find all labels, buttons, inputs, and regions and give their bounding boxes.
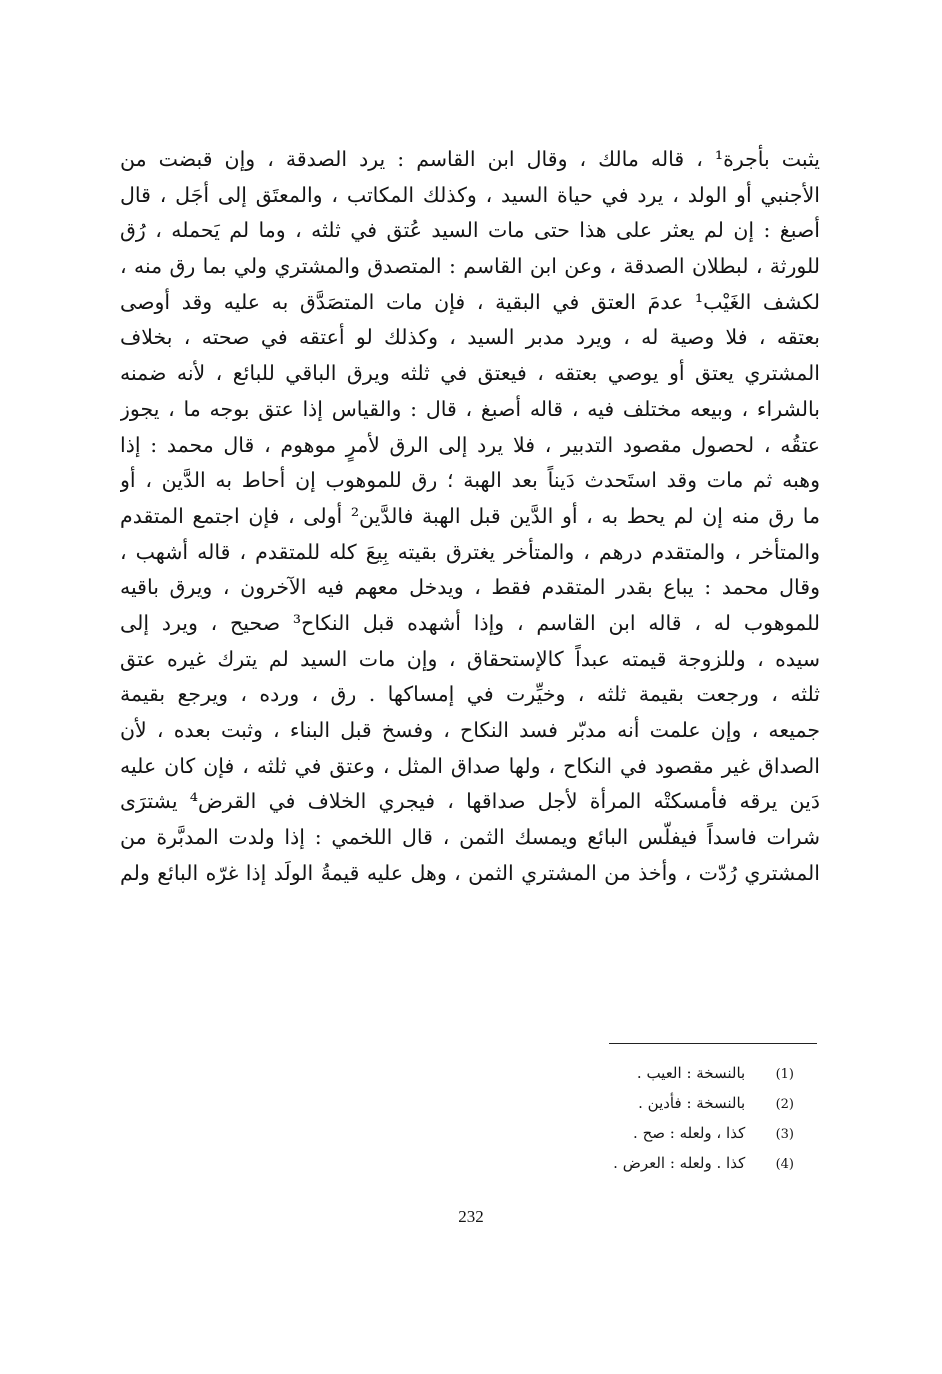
text-line: ما رق منه إن لم يحط به ، أو الدَّين قبل الهبة فالدَّين² أولى ، فإن اجتمع المتقدم [120, 503, 820, 528]
footnote-text: بالنسخة : فأدين . [638, 1094, 746, 1112]
text-line: لكشف الغَيْب¹ عدمَ العتق في البقية ، فإن مات المتصَدَّق به عليه وقد أوصى [120, 289, 820, 314]
footnote-number: (3) [775, 1127, 794, 1142]
text-line: والمتأخر ، والمتقدم درهم ، والمتأخر يغترق بقيته بِيعَ كله للمتقدم ، قاله أشهب ، [120, 539, 820, 564]
text-line: يثبت بأجرة¹ ، قاله مالك ، وقال ابن القاسم : يرد الصدقة ، وإن قبضت من [120, 147, 820, 171]
text-line: المشتري رُدّت ، وأخذ من المشتري الثمن ، وهل عليه قيمةُ الولَد إذا غرّه البائع ولم [120, 860, 820, 885]
main-text-block [120, 142, 820, 891]
footnote-divider [609, 1043, 817, 1044]
text-line: جميعه ، وإن علمت أنه مدبّر فسد النكاح ، وفسخ قبل البناء ، وثبت بعده ، لأن [120, 718, 820, 742]
text-line: وقال محمد : يباع بقدر المتقدم فقط ، ويدخل معهم فيه الآخرون ، ويرق باقيه [120, 575, 820, 600]
page-number: 232 [458, 1207, 484, 1226]
text-line: ثلثه ، ورجعت بقيمة ثلثه ، وخيِّرت في إمساكها . رق ، ورده ، ويرجع بقيمة [120, 682, 820, 707]
text-line: الأجنبي أو الولد ، يرد في حياة السيد ، وكذلك المكاتب ، والمعتَق إلى أجَل ، قال [120, 182, 820, 207]
footnote-number: (1) [775, 1067, 794, 1082]
footnote-item [534, 1058, 794, 1088]
text-line: بعتقه ، فلا وصية له ، ويرد مدبر السيد ، وكذلك لو أعتقه في صحته ، بخلاف [120, 325, 820, 350]
text-line: شرات فاسداً فيفلّس البائع ويمسك الثمن ، قال اللخمي : إذا ولدت المدبَّرة من [120, 825, 820, 850]
footnotes [534, 1058, 794, 1178]
footnote-number: (2) [775, 1097, 794, 1112]
text-line: الصداق غير مقصود في النكاح ، ولها صداق المثل ، وعتق في ثلثه ، فإن كان عليه [120, 753, 820, 778]
footnote-text: كذا . ولعله : العرض . [613, 1154, 746, 1172]
footnote-item [534, 1088, 794, 1118]
footnote-number: (4) [775, 1157, 794, 1172]
text-line: سيده ، وللزوجة قيمته عبداً كالإستحقاق ، وإن مات السيد لم يترك غيره عتق [120, 646, 820, 671]
text-line: أصبغ : إن لم يعثر على هذا حتى مات السيد عُتق في ثلثه ، وما لم يَحمله ، رُق [120, 218, 820, 243]
footnote-text: كذا ، ولعله : صح . [633, 1124, 746, 1142]
text-line: عتقُه ، لحصول مقصود التدبير ، فلا يرد إلى الرق لأمرٍ موهوم ، قال محمد : إذا [120, 432, 820, 457]
text-line: بالشراء ، وبيعه مختلف فيه ، قاله أصبغ ، قال : والقياس إذا عتق بوجه ما ، يجوز [120, 396, 820, 421]
text-line: دَين يرقه فأمسكتْه المرأة لأجل صداقها ، فيجري الخلاف في القرض⁴ يشترَى [120, 789, 820, 814]
text-line: للموهوب له ، قاله ابن القاسم ، وإذا أشهده قبل النكاح³ صحيح ، ويرد إلى [120, 610, 820, 635]
footnote-item [534, 1118, 794, 1148]
text-line: وهبه ثم مات وقد استَحدث دَيناً بعد الهبة ؛ رق للموهوب إن أحاط به الدَّين ، أو [120, 468, 820, 493]
footnote-text: بالنسخة : العيب . [636, 1064, 746, 1082]
text-line: للورثة ، لبطلان الصدقة ، وعن ابن القاسم : المتصدق والمشتري ولي بما رق منه ، [120, 254, 820, 279]
text-line: المشتري يعتق أو يوصي بعتقه ، فيعتق في ثلثه ويرق الباقي للبائع ، لأنه ضمنه [120, 361, 820, 386]
footnote-item [534, 1148, 794, 1178]
